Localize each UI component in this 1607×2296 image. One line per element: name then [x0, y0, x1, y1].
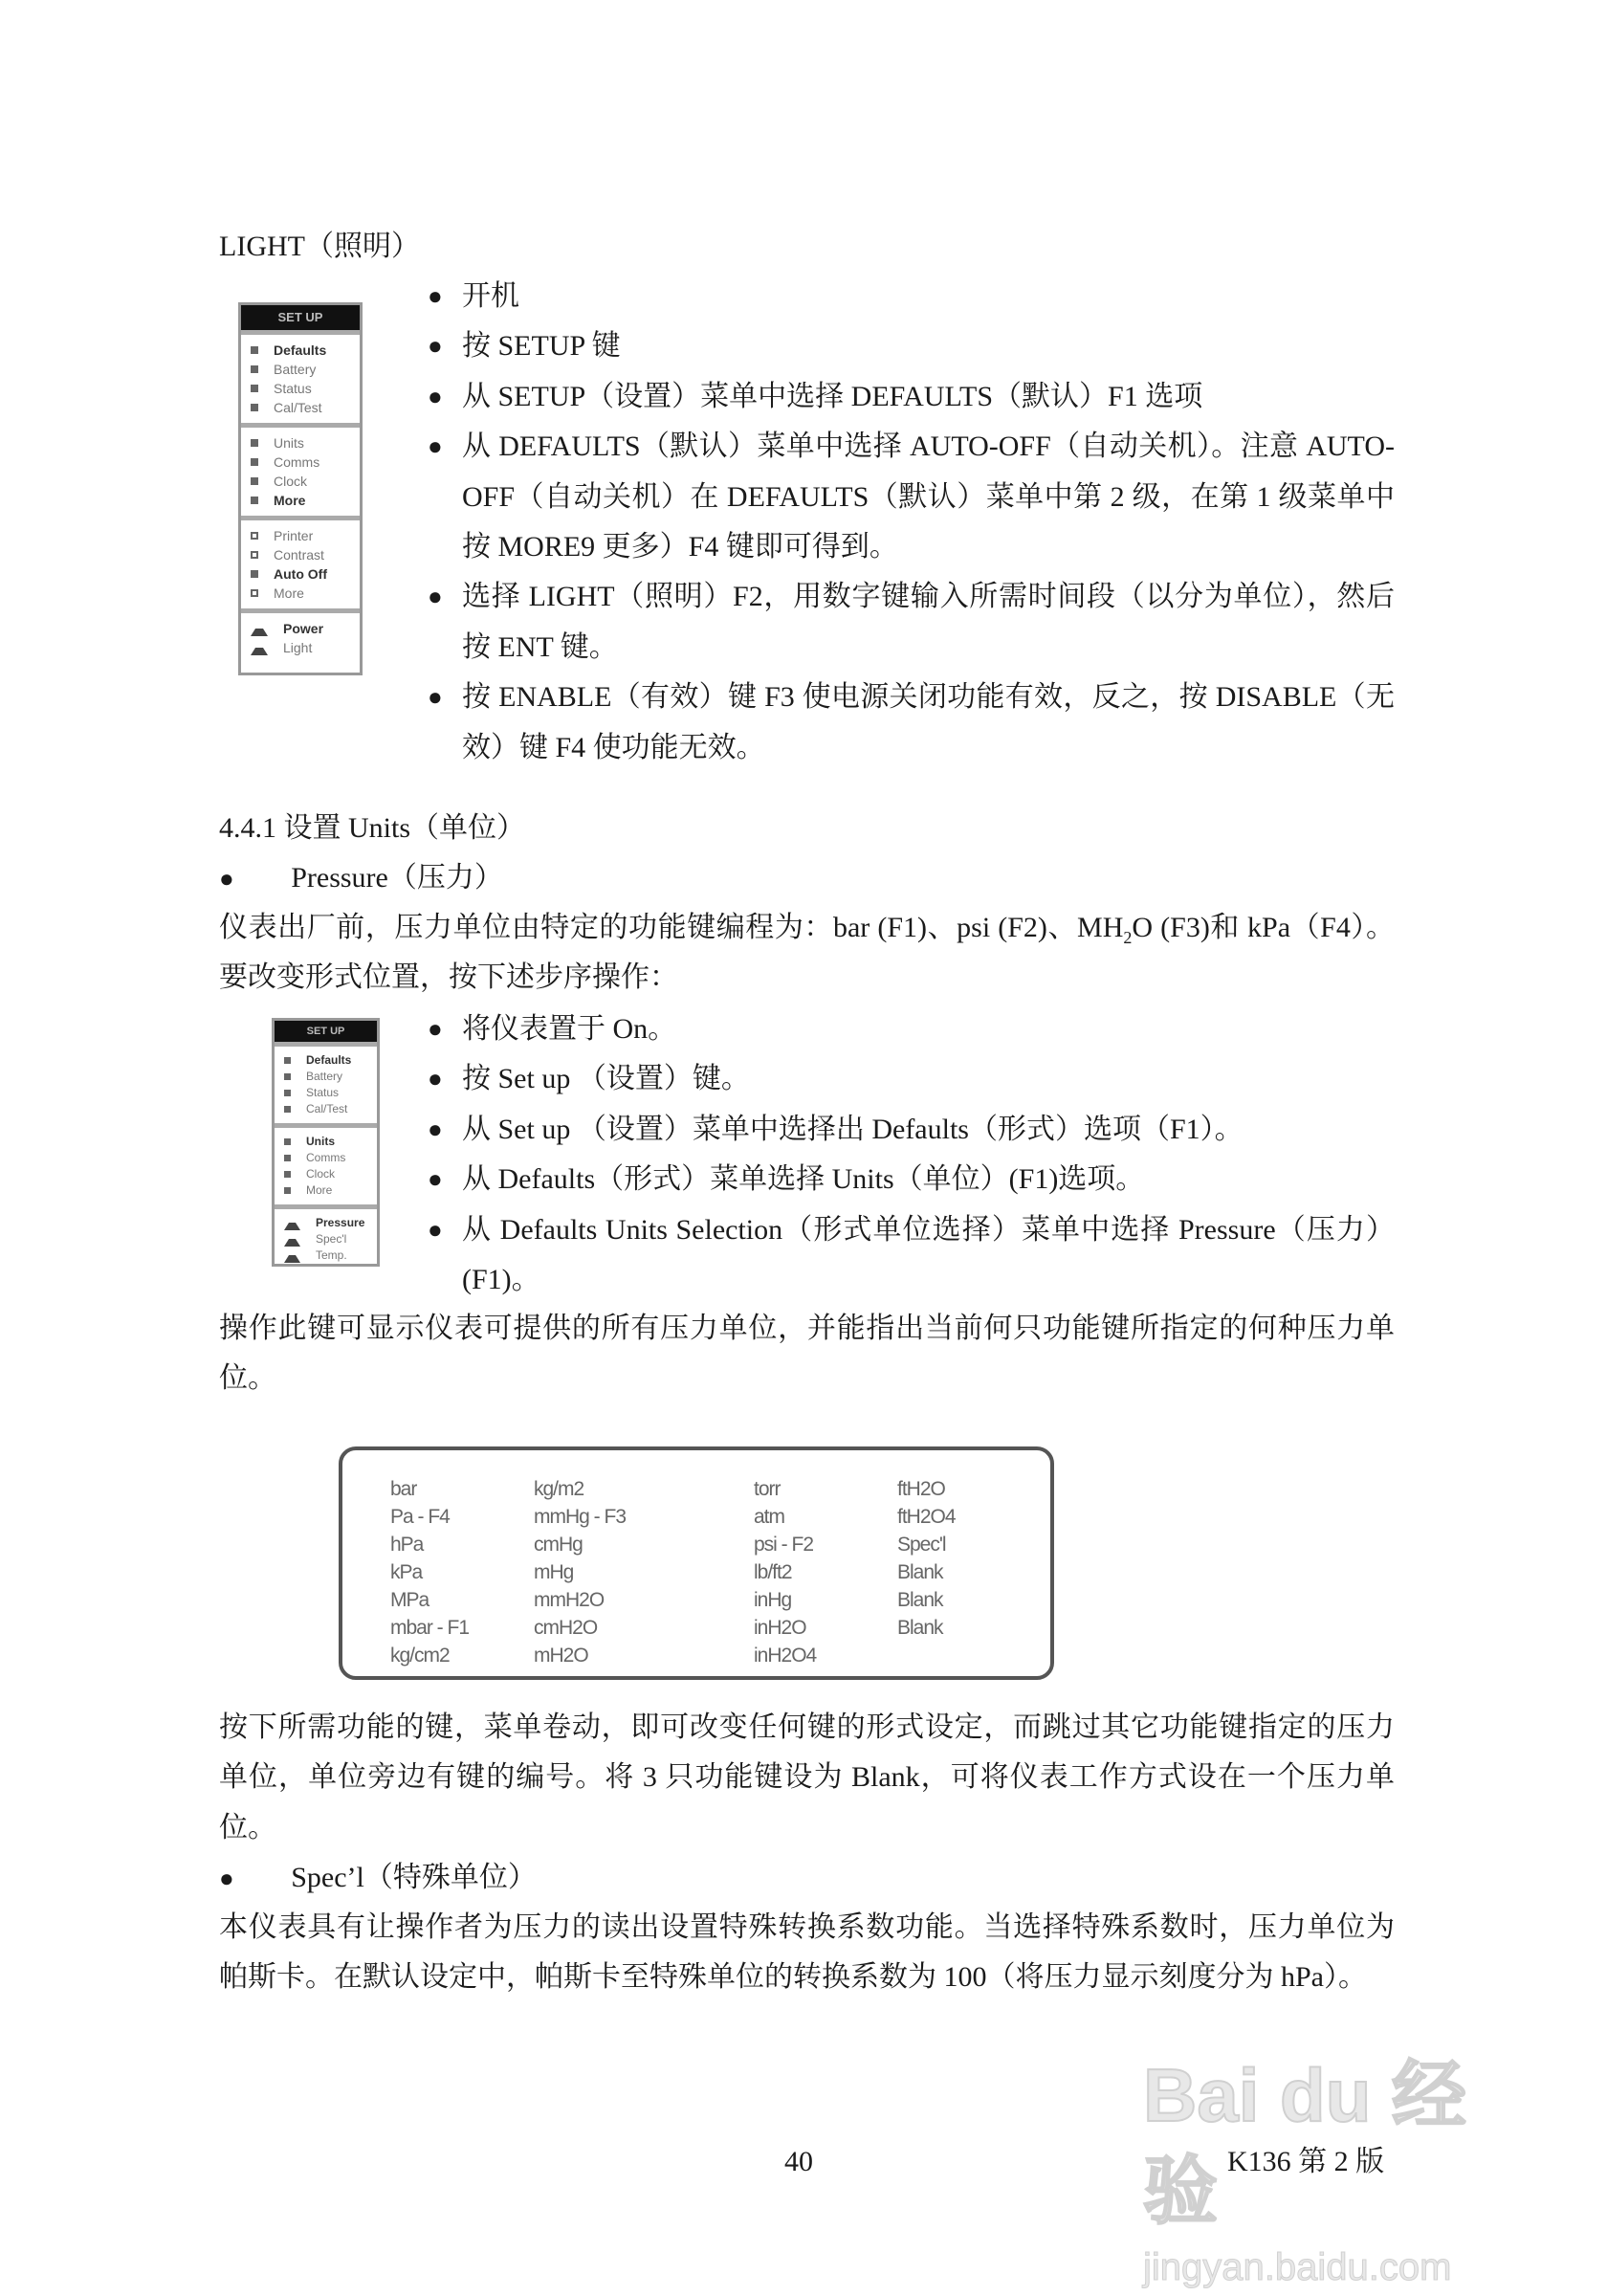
list-item: ● 从 SETUP（设置）菜单中选择 DEFAULTS（默认）F1 选项 [462, 372, 1395, 422]
menu-item-label: Battery [306, 1070, 343, 1084]
page-number: 40 [784, 2146, 813, 2177]
menu-marker-icon [251, 570, 258, 578]
pressure-unit-option: inHg [754, 1589, 792, 1611]
menu-item-label: Light [283, 639, 313, 655]
menu-item-label: Cal/Test [306, 1102, 348, 1116]
list-item: ● 将仪表置于 On。 [462, 1004, 1395, 1054]
menu-group [275, 1042, 377, 1123]
menu-marker-icon [251, 640, 268, 655]
setup-menu-image-2 [272, 1018, 380, 1267]
pressure-unit-option: psi - F2 [754, 1534, 814, 1556]
menu-item-label: Comms [306, 1151, 346, 1165]
menu-item-label: Printer [274, 527, 314, 543]
list-item: ● 从 Defaults（形式）菜单选择 Units（单位）(F1)选项。 [462, 1155, 1395, 1204]
menu-item-label: Clock [306, 1167, 336, 1181]
pressure-unit-option: torr [754, 1478, 781, 1500]
menu-group [241, 330, 360, 423]
menu-marker-icon [251, 458, 258, 466]
menu-marker-icon [284, 1090, 291, 1096]
menu-item-label: Contrast [274, 546, 324, 563]
units-column [897, 1475, 956, 1642]
menu-marker-icon [284, 1106, 291, 1113]
menu-marker-icon [251, 385, 258, 392]
menu-marker-icon [251, 497, 258, 504]
pressure-unit-option: Spec'l [897, 1534, 946, 1556]
pressure-units-display [339, 1446, 1054, 1680]
bullet-icon: ● [428, 1215, 443, 1244]
units-column [754, 1475, 816, 1669]
bullet-icon: ● [428, 282, 443, 310]
menu-item [284, 1247, 377, 1264]
pressure-unit-option: MPa [390, 1589, 429, 1611]
pressure-unit-option: ftH2O4 [897, 1506, 956, 1528]
light-section-title: LIGHT（照明） [219, 231, 420, 262]
menu-marker-icon [251, 621, 268, 636]
list-item: ● 从 Defaults Units Selection（形式单位选择）菜单中选择 Pressure（压力）(F1)。 [462, 1205, 1395, 1306]
menu-marker-icon [284, 1138, 291, 1145]
pressure-unit-option: bar [390, 1478, 417, 1500]
pressure-unit-option: inH2O4 [754, 1645, 817, 1667]
pressure-label: Pressure（压力） [291, 862, 503, 894]
pressure-unit-option: mbar - F1 [390, 1617, 470, 1639]
intro-subscript: 2 [1123, 928, 1133, 947]
menu-marker-icon [251, 589, 258, 597]
menu-marker-icon [251, 404, 258, 411]
menu-marker-icon [251, 439, 258, 447]
menu-item [284, 1182, 377, 1199]
bullet-icon: ● [428, 432, 443, 461]
menu-item [251, 638, 360, 657]
bullet-icon: ● [428, 583, 443, 611]
menu-item-label: Temp. [316, 1248, 347, 1263]
list-item: ● 从 Set up （设置）菜单中选择出 Defaults（形式）选项（F1）。 [462, 1105, 1395, 1155]
units-steps-list [428, 1004, 1395, 1305]
menu-item-label: Status [306, 1086, 340, 1100]
pressure-unit-option: Blank [897, 1561, 943, 1583]
list-item: ● 从 DEFAULTS（默认）菜单中选择 AUTO-OFF（自动关机）。注意 AUTO-OFF（自动关机）在 DEFAULTS（默认）菜单中第 2 级，在第 1 级菜单中按 MORE9 更多）F4 键即可得到。 [462, 422, 1395, 572]
pressure-unit-option: mH2O [534, 1645, 588, 1667]
special-label-row [219, 1853, 537, 1904]
menu-item-label: More [274, 585, 304, 601]
menu-item-label: Spec'l [316, 1232, 347, 1247]
intro-text: 仪表出厂前，压力单位由特定的功能键编程为：bar (F1)、psi (F2)、MH [219, 912, 1124, 943]
menu-item-label: Comms [274, 453, 320, 470]
list-item: ● 开机 [462, 272, 1395, 321]
menu-item-label: Auto Off [274, 565, 327, 582]
pressure-unit-option: Pa - F4 [390, 1506, 450, 1528]
menu-group [241, 423, 360, 516]
pressure-unit-option: Blank [897, 1617, 943, 1639]
menu-item-label: Clock [274, 473, 308, 489]
units-section-heading: 4.4.1 设置 Units（单位） [219, 812, 526, 844]
units-intro [219, 903, 1395, 1004]
watermark-url: jingyan.baidu.com [1143, 2246, 1452, 2288]
pressure-unit-option: ftH2O [897, 1478, 945, 1500]
menu-marker-icon [251, 365, 258, 373]
bullet-icon: ● [219, 865, 234, 893]
menu-header: SET UP [241, 305, 360, 330]
menu-group [275, 1204, 377, 1269]
bullet-icon: ● [428, 382, 443, 410]
pressure-unit-option: mHg [534, 1561, 574, 1583]
menu-item [251, 564, 360, 584]
menu-group [275, 1123, 377, 1204]
bullet-icon: ● [428, 1015, 443, 1043]
menu-item-label: Battery [274, 361, 317, 377]
pressure-unit-option: kg/cm2 [390, 1645, 450, 1667]
menu-item-label: Pressure [316, 1216, 365, 1230]
menu-item-label: Defaults [274, 342, 327, 358]
bullet-icon: ● [428, 683, 443, 712]
units-column [390, 1475, 469, 1669]
menu-marker-icon [284, 1187, 291, 1194]
menu-item [251, 398, 360, 417]
pressure-label-row [219, 853, 503, 904]
pressure-unit-option: kPa [390, 1561, 423, 1583]
units-column [534, 1475, 626, 1669]
scroll-text: 按下所需功能的键，菜单卷动，即可改变任何键的形式设定，而跳过其它功能键指定的压力单位，单位旁边有键的编号。将 3 只功能键设为 Blank，可将仪表工作方式设在一个压力单位。 [219, 1711, 1395, 1843]
menu-item-label: Defaults [306, 1053, 352, 1068]
menu-marker-icon [284, 1232, 300, 1247]
light-steps-list [428, 272, 1395, 773]
menu-group [241, 608, 360, 663]
pressure-unit-option: cmHg [534, 1534, 583, 1556]
list-item: ● 选择 LIGHT（照明）F2，用数字键输入所需时间段（以分为单位），然后按 ENT 键。 [462, 572, 1395, 673]
bullet-icon: ● [428, 1165, 443, 1194]
list-item: ● 按 Set up （设置）键。 [462, 1054, 1395, 1104]
intro-text: O (F3)和 kPa（F4）。要改变形式位置，按下述步序操作： [219, 912, 1395, 994]
menu-item-label: Units [306, 1135, 335, 1149]
menu-marker-icon [284, 1057, 291, 1064]
units-after-text: 操作此键可显示仪表可提供的所有压力单位，并能指出当前何只功能键所指定的何种压力单位。 [219, 1313, 1395, 1395]
menu-item [251, 491, 360, 510]
bullet-icon: ● [428, 1065, 443, 1093]
menu-marker-icon [284, 1171, 291, 1178]
pressure-unit-option: hPa [390, 1534, 424, 1556]
pressure-unit-option: Blank [897, 1589, 943, 1611]
pressure-unit-option: atm [754, 1506, 785, 1528]
menu-marker-icon [251, 532, 258, 540]
menu-marker-icon [251, 551, 258, 559]
setup-menu-image-1 [238, 302, 363, 675]
pressure-unit-option: mmHg - F3 [534, 1506, 626, 1528]
special-label: Spec’l（特殊单位） [291, 1862, 537, 1893]
menu-item-label: Status [274, 380, 312, 396]
list-item: ● 按 ENABLE（有效）键 F3 使电源关闭功能有效，反之，按 DISABLE（无效）键 F4 使功能无效。 [462, 673, 1395, 773]
bullet-icon: ● [428, 332, 443, 361]
menu-marker-icon [284, 1248, 300, 1263]
list-item: ● 按 SETUP 键 [462, 321, 1395, 371]
menu-item [284, 1101, 377, 1117]
pressure-unit-option: kg/m2 [534, 1478, 584, 1500]
menu-marker-icon [251, 477, 258, 485]
pressure-unit-option: mmH2O [534, 1589, 605, 1611]
menu-item-label: Power [283, 620, 324, 636]
menu-item-label: More [274, 492, 306, 508]
menu-item-label: Cal/Test [274, 399, 322, 415]
menu-group [241, 516, 360, 608]
watermark-brand: Bai du 经验 [1143, 2053, 1467, 2233]
menu-item-label: More [306, 1183, 333, 1198]
bullet-icon: ● [219, 1865, 234, 1892]
edition-label: K136 第 2 版 [1227, 2146, 1385, 2177]
menu-marker-icon [284, 1155, 291, 1161]
menu-marker-icon [251, 346, 258, 354]
menu-header: SET UP [275, 1021, 377, 1042]
special-text: 本仪表具有让操作者为压力的读出设置特殊转换系数功能。当选择特殊系数时，压力单位为帕斯卡。在默认设定中，帕斯卡至特殊单位的转换系数为 100（将压力显示刻度分为 hPa）。 [219, 1911, 1395, 1994]
menu-item-label: Units [274, 434, 304, 451]
bullet-icon: ● [428, 1115, 443, 1143]
pressure-unit-option: cmH2O [534, 1617, 598, 1639]
pressure-unit-option: inH2O [754, 1617, 806, 1639]
pressure-unit-option: lb/ft2 [754, 1561, 792, 1583]
menu-marker-icon [284, 1216, 300, 1230]
menu-marker-icon [284, 1073, 291, 1080]
